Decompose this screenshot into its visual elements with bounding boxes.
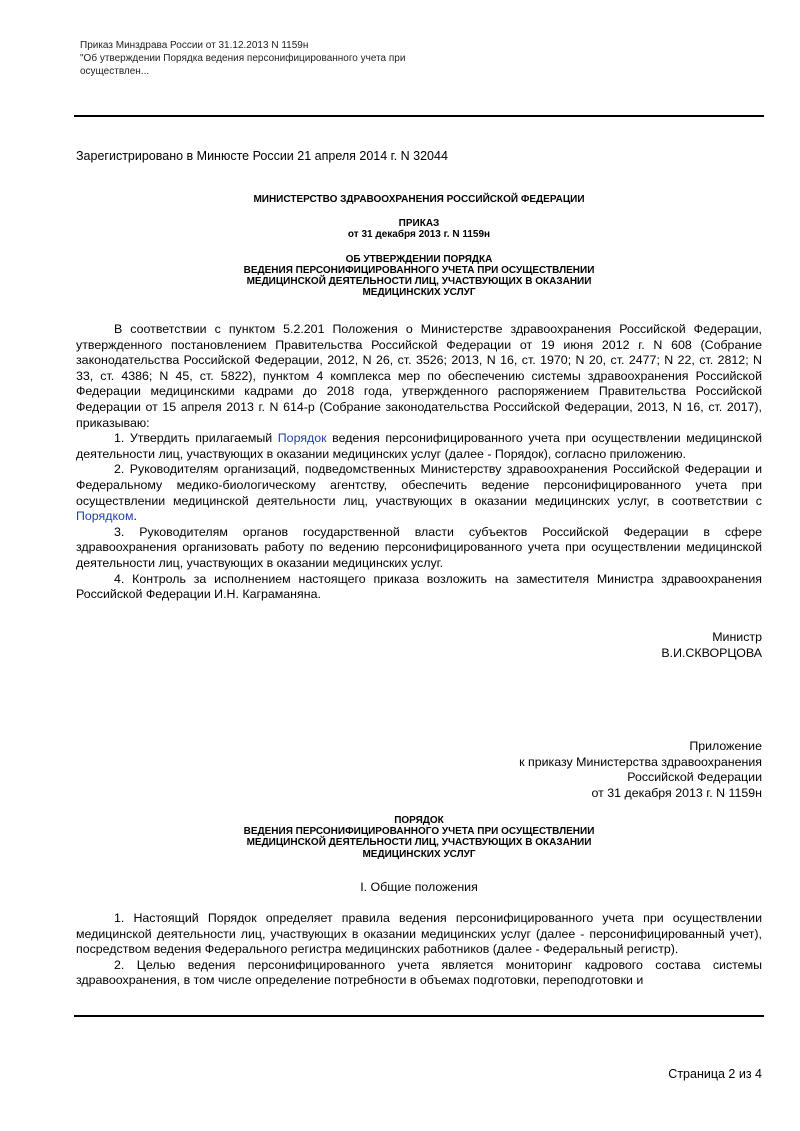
order-title: ПРИКАЗ [398, 218, 440, 230]
order-body [76, 322, 762, 603]
order-item-2: 2. Руководителям организаций, подведомственных Министерству здравоохранения Российской Федерации и Федеральному медико-биологическому агентству, обеспечить ведение персонифицированного учета при осуществлении медицинской деятельности лиц, участвующих в оказании медицинских услуг, в соответствии с Порядком. [76, 462, 762, 524]
procedure-link[interactable]: Порядок [277, 431, 327, 446]
order-item-3: 3. Руководителям органов государственной власти субъектов Российской Федерации в сфере здравоохранения организовать работу по ведению персонифицированного учета при осуществлении медицинской деятельности лиц, участвующих в оказании медицинских услуг. [76, 524, 762, 570]
header-line: Приказ Минздрава России от 31.12.2013 N 1159н [80, 40, 309, 51]
order-item-1: 1. Утвердить прилагаемый Порядок ведения персонифицированного учета при осуществлении медицинской деятельности лиц, участвующих в оказании медицинских услуг (далее - Порядок), согласно приложению. [76, 431, 762, 461]
procedure-link[interactable]: Порядком [76, 509, 134, 524]
procedure-paragraph-1: 1. Настоящий Порядок определяет правила ведения персонифицированного учета при осуществлении медицинской деятельности лиц, участвующих в оказании медицинских услуг (далее - персонифицированный учет), посредством ведения Федерального регистра медицинских работников (далее - Федеральный регистр). [76, 911, 762, 957]
procedure-subtitle: ВЕДЕНИЯ ПЕРСОНИФИЦИРОВАННОГО УЧЕТА ПРИ ОСУЩЕСТВЛЕНИИ [243, 826, 595, 838]
signature-block [76, 630, 762, 661]
signatory-position: Министр [712, 630, 762, 644]
appendix-block [76, 739, 762, 801]
procedure-paragraph-2: 2. Целью ведения персонифицированного учета является мониторинг кадрового состава системы здравоохранения, в том числе определение потребности в объемах подготовки, переподготовки и [76, 957, 762, 988]
registration-note: Зарегистрировано в Минюсте России 21 апреля 2014 г. N 32044 [76, 149, 448, 163]
procedure-subtitle: МЕДИЦИНСКОЙ ДЕЯТЕЛЬНОСТИ ЛИЦ, УЧАСТВУЮЩИХ В ОКАЗАНИИ [246, 837, 592, 849]
order-subject: ОБ УТВЕРЖДЕНИИ ПОРЯДКА [345, 253, 493, 265]
procedure-body [76, 911, 762, 989]
ministry-title: МИНИСТЕРСТВО ЗДРАВООХРАНЕНИЯ РОССИЙСКОЙ ФЕДЕРАЦИИ [253, 194, 585, 205]
section-heading: I. Общие положения [360, 880, 478, 894]
signatory-name: В.И.СКВОРЦОВА [661, 645, 762, 660]
order-subject: МЕДИЦИНСКИХ УСЛУГ [362, 287, 476, 299]
appendix-line: к приказу Министерства здравоохранения [519, 754, 762, 769]
order-subject: ВЕДЕНИЯ ПЕРСОНИФИЦИРОВАННОГО УЧЕТА ПРИ ОСУЩЕСТВЛЕНИИ [243, 264, 595, 276]
procedure-title: ПОРЯДОК [394, 815, 444, 826]
page-number: Страница 2 из 4 [668, 1067, 762, 1081]
appendix-line: от 31 декабря 2013 г. N 1159н [591, 785, 762, 800]
procedure-subtitle: МЕДИЦИНСКИХ УСЛУГ [362, 848, 476, 860]
header-divider [74, 115, 764, 117]
order-heading [76, 194, 762, 298]
procedure-heading [76, 815, 762, 860]
preamble-paragraph: В соответствии с пунктом 5.2.201 Положения о Министерстве здравоохранения Российской Федерации, утвержденного постановлением Правительства Российской Федерации от 19 июня 2012 г. N 608 (Собрание законодательства Российской Федерации, 2012, N 26, ст. 3526; 2013, N 16, ст. 1970; N 20, ст. 2477; N 22, ст. 2812; N 33, ст. 4386; N 45, ст. 5822), пунктом 4 комплекса мер по обеспечению системы здравоохранения Российской Федерации медицинскими кадрами до 2018 года, утвержденного распоряжением Правительства Российской Федерации от 15 апреля 2013 г. N 614-р (Собрание законодательства Российской Федерации, 2013, N 16, ст. 2017), приказываю: [76, 322, 762, 430]
document-header [80, 39, 460, 78]
appendix-line: Российской Федерации [627, 770, 762, 785]
order-date: от 31 декабря 2013 г. N 1159н [347, 229, 491, 241]
appendix-line: Приложение [689, 739, 762, 753]
order-item-4: 4. Контроль за исполнением настоящего приказа возложить на заместителя Министра здравоохранения Российской Федерации И.Н. Каграманяна. [76, 571, 762, 602]
order-subject: МЕДИЦИНСКОЙ ДЕЯТЕЛЬНОСТИ ЛИЦ, УЧАСТВУЮЩИХ В ОКАЗАНИИ [246, 276, 592, 288]
header-line: осуществлен... [80, 66, 150, 77]
header-line: "Об утверждении Порядка ведения персонифицированного учета при [80, 53, 406, 64]
footer-divider [74, 1015, 764, 1017]
